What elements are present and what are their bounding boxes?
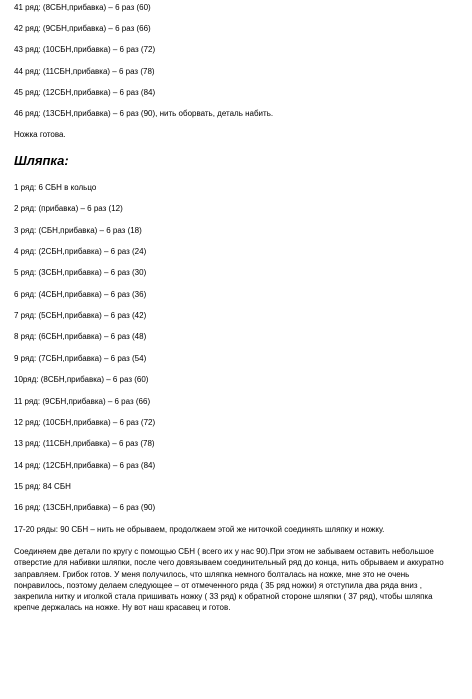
hat-row-9: 9 ряд: (7СБН,прибавка) – 6 раз (54) — [14, 354, 147, 363]
hat-row-1: 1 ряд: 6 СБН в кольцо — [14, 183, 97, 192]
leg-row-43: 43 ряд: (10СБН,прибавка) – 6 раз (72) — [14, 45, 156, 54]
hat-row-14: 14 ряд: (12СБН,прибавка) – 6 раз (84) — [14, 461, 156, 470]
hat-row-2: 2 ряд: (прибавка) – 6 раз (12) — [14, 204, 123, 213]
leg-row-44: 44 ряд: (11СБН,прибавка) – 6 раз (78) — [14, 67, 155, 76]
hat-row-11: 11 ряд: (9СБН,прибавка) – 6 раз (66) — [14, 397, 151, 406]
leg-done-text: Ножка готова. — [14, 130, 66, 139]
hat-row-13: 13 ряд: (11СБН,прибавка) – 6 раз (78) — [14, 439, 155, 448]
hat-row-7: 7 ряд: (5СБН,прибавка) – 6 раз (42) — [14, 311, 147, 320]
leg-row-45: 45 ряд: (12СБН,прибавка) – 6 раз (84) — [14, 88, 156, 97]
final-paragraph: Соединяем две детали по кругу с помощью СБН ( всего их у нас 90).При этом не забываем оставить небольшое отверстие для набивки шляпки, после чего довязываем соединительный ряд до конца, нить обрываем и аккуратно заправляем. Грибок готов. У меня получилось, что шляпка немного болталась на ножке, мне это не очень понравилось, поэтому делаем следующее – от отмеченного ряда ( 35 ряд ножки) я отступила два ряда вниз , закрепила нитку и иголкой стала пришивать ножку ( 33 ряд) к обратной стороне шляпки ( 37 ряд), чтобы шляпка крепче держалась на ножке. Ну вот наш красавец и готов. — [14, 547, 444, 613]
hat-row-6: 6 ряд: (4СБН,прибавка) – 6 раз (36) — [14, 290, 147, 299]
hat-heading: Шляпка: — [14, 153, 69, 168]
leg-row-41: 41 ряд: (8СБН,прибавка) – 6 раз (60) — [14, 3, 151, 12]
hat-row-8: 8 ряд: (6СБН,прибавка) – 6 раз (48) — [14, 332, 147, 341]
hat-row-12: 12 ряд: (10СБН,прибавка) – 6 раз (72) — [14, 418, 156, 427]
hat-row-10: 10ряд: (8СБН,прибавка) – 6 раз (60) — [14, 375, 149, 384]
hat-row-16: 16 ряд: (13СБН,прибавка) – 6 раз (90) — [14, 503, 156, 512]
hat-rows-17-20: 17-20 ряды: 90 СБН – нить не обрываем, продолжаем этой же ниточкой соединять шляпку и ножку. — [14, 525, 385, 534]
hat-row-3: 3 ряд: (СБН,прибавка) – 6 раз (18) — [14, 226, 142, 235]
hat-row-4: 4 ряд: (2СБН,прибавка) – 6 раз (24) — [14, 247, 147, 256]
hat-row-5: 5 ряд: (3СБН,прибавка) – 6 раз (30) — [14, 268, 147, 277]
hat-row-15: 15 ряд: 84 СБН — [14, 482, 71, 491]
leg-row-42: 42 ряд: (9СБН,прибавка) – 6 раз (66) — [14, 24, 151, 33]
leg-row-46: 46 ряд: (13СБН,прибавка) – 6 раз (90), нить оборвать, деталь набить. — [14, 109, 274, 118]
